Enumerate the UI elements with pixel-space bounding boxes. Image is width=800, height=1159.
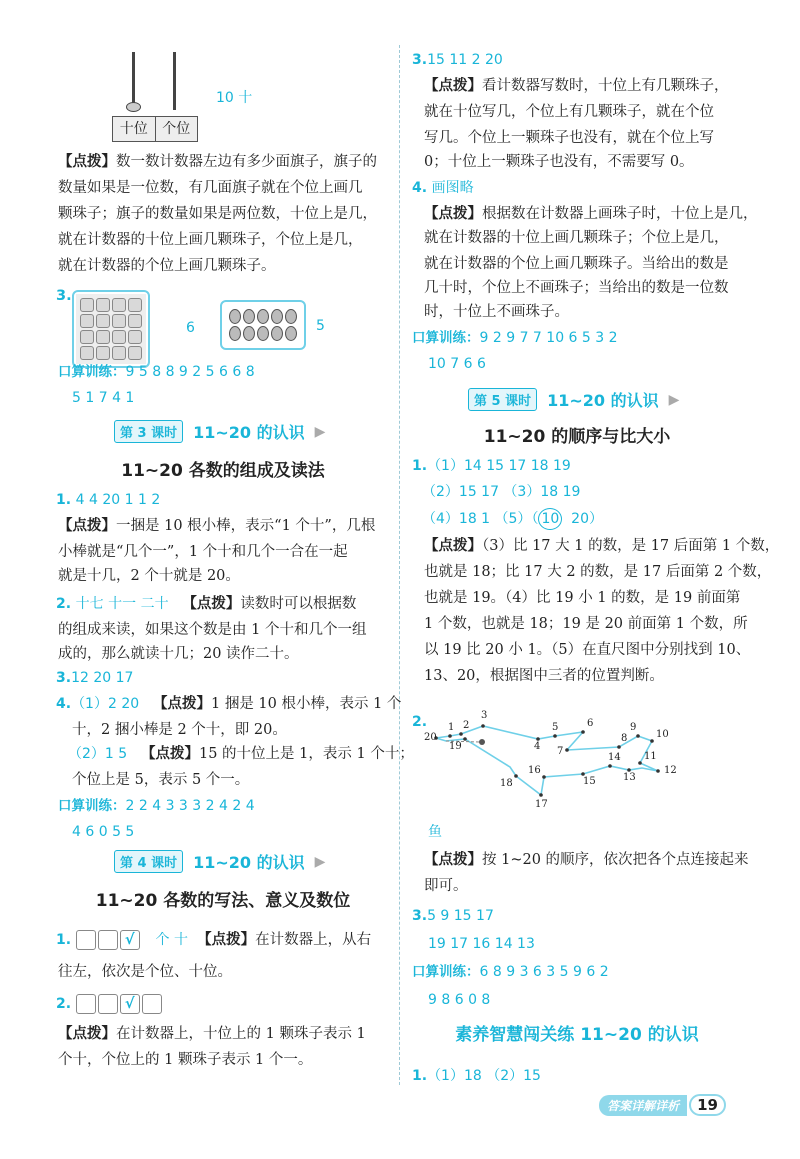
fish-dot-label-7: 7 xyxy=(557,746,564,757)
fish-dot-label-16: 16 xyxy=(528,765,541,776)
r-q3-tip-0: 【点拨】看计数器写数时，十位上有几颗珠子， xyxy=(424,77,729,94)
lesson-3-banner xyxy=(114,420,325,443)
s3-q1-tip-1: 小棒就是“几个一”，1 个十和几个一合在一起 xyxy=(58,544,348,560)
fish-dot-5 xyxy=(553,734,557,738)
oral-practice-1-line2: 5 1 7 4 1 xyxy=(72,390,135,406)
fish-dot-label-13: 13 xyxy=(623,772,636,783)
lesson-3-title: 11~20 的认识 xyxy=(193,423,305,442)
fish-dot-label-5: 5 xyxy=(552,722,559,733)
fish-dot-3 xyxy=(481,724,485,728)
column-divider xyxy=(399,45,400,1085)
page-footer xyxy=(599,1094,726,1116)
abacus-answer: 10 十 xyxy=(216,90,253,106)
fish-dot-11 xyxy=(638,761,642,765)
s5-q1-l3: （4）18 1 （5）（ 10 20） xyxy=(422,508,603,530)
oral-practice-4-line2: 9 8 6 0 8 xyxy=(428,992,491,1008)
lesson-4-banner xyxy=(114,850,325,873)
s5-q1-tip-1: 也就是 18；比 17 大 2 的数，是 17 后面第 2 个数， xyxy=(424,564,772,580)
fish-dot-label-15: 15 xyxy=(583,776,596,787)
cakes-group xyxy=(72,290,150,368)
s3-q2: 2. 十七 十一 二十 【点拨】读数时可以根据数 xyxy=(56,595,357,612)
lesson-5-title: 11~20 的认识 xyxy=(547,391,659,410)
ones-label: 个位 xyxy=(162,121,191,137)
r-q3-tip-2: 写几。个位上一颗珠子也没有，就在个位上写 xyxy=(424,130,714,146)
oral-practice-4: 口算训练：6 8 9 3 6 3 5 9 6 2 xyxy=(412,964,609,980)
r-q4-tip-1: 就在计数器的十位上画几颗珠子；个位上是几， xyxy=(424,230,729,246)
tip1-line-4: 就在计数器的个位上画几颗珠子。 xyxy=(58,258,276,274)
fish-dot-label-8: 8 xyxy=(621,733,628,744)
play-arrow-icon: ▶ xyxy=(668,391,680,408)
s3-q1-tip-2: 就是十几，2 个十就是 20。 xyxy=(58,568,240,584)
fish-dot-label-14: 14 xyxy=(608,752,621,763)
fish-dot-label-10: 10 xyxy=(656,729,669,740)
s5-q2-tip-1: 即可。 xyxy=(424,878,468,894)
fish-dot-label-3: 3 xyxy=(481,710,488,721)
fish-dot-14 xyxy=(608,764,612,768)
fish-dots xyxy=(424,710,677,810)
lesson-3-badge: 第 3 课时 xyxy=(114,420,183,443)
s4-q2-tip2: 个十，个位上的 1 颗珠子表示 1 个一。 xyxy=(58,1052,313,1068)
oral-practice-1: 口算训练：9 5 8 8 9 2 5 6 6 8 xyxy=(58,364,255,380)
fish-dot-10 xyxy=(650,739,654,743)
r-q3-tip-1: 就在十位写几，个位上有几颗珠子，就在个位 xyxy=(424,104,714,120)
r-q4: 4. 画图略 xyxy=(412,180,474,196)
s5-q2-tip-0: 【点拨】按 1~20 的顺序，依次把各个点连接起来 xyxy=(424,851,749,868)
s4-q2-tip: 【点拨】在计数器上，十位上的 1 颗珠子表示 1 xyxy=(58,1025,366,1042)
r-q3: 3.15 11 2 20 xyxy=(412,52,503,68)
fish-dot-7 xyxy=(565,748,569,752)
tip1-line-1: 数量如果是一位数，有几面旗子就在个位上画几 xyxy=(58,180,363,196)
s4-q1-tip2: 往左，依次是个位、十位。 xyxy=(58,964,232,980)
tip1-line-2: 颗珠子；旗子的数量如果是两位数，十位上是几， xyxy=(58,206,377,222)
circled-ten: 10 xyxy=(538,508,562,530)
s3-q4-p1: 4.（1）2 20 【点拨】1 捆是 10 根小棒，表示 1 个 xyxy=(56,695,402,712)
fish-dot-label-2: 2 xyxy=(463,720,470,731)
lesson-5-badge: 第 5 课时 xyxy=(468,388,537,411)
oral-practice-2-line2: 4 6 0 5 5 xyxy=(72,824,135,840)
s3-q4-p1-tip2: 十，2 捆小棒是 2 个十，即 20。 xyxy=(72,722,287,738)
s5-q2-answer: 鱼 xyxy=(428,824,442,840)
tip1-line-0: 【点拨】数一数计数器左边有多少面旗子，旗子的 xyxy=(58,153,377,170)
s4-q1: 1. √ 个 十 【点拨】在计数器上，从右 xyxy=(56,931,372,948)
s5-q3-l1: 3.5 9 15 17 xyxy=(412,908,494,924)
play-arrow-icon: ▶ xyxy=(314,853,326,870)
fish-dot-label-4: 4 xyxy=(534,741,541,752)
s5-q1-l2: （2）15 17 （3）18 19 xyxy=(422,484,581,500)
section-5-heading: 11~20 的顺序与比大小 xyxy=(483,427,671,447)
s3-q2-tip-1: 成的，那么就读十几；20 读作二十。 xyxy=(58,646,299,662)
s5-q3-l2: 19 17 16 14 13 xyxy=(428,936,535,952)
s3-q3: 3.12 20 17 xyxy=(56,670,134,686)
page-number: 19 xyxy=(689,1094,726,1116)
s3-q1-tip-0: 【点拨】一捆是 10 根小棒，表示“1 个十”，几根 xyxy=(58,517,376,534)
s5-q1-tip-4: 以 19 比 20 小 1。（5）在直尺图中分别找到 10、 xyxy=(424,642,751,658)
fish-eye xyxy=(479,739,485,745)
tens-label: 十位 xyxy=(113,117,156,141)
s5-q2-number: 2. xyxy=(412,714,428,730)
fish-dot-label-9: 9 xyxy=(630,722,637,733)
s3-q4-p2-tip2: 个位上是 5，表示 5 个一。 xyxy=(72,772,250,788)
s5-q1-tip-5: 13、20，根据图中三者的位置判断。 xyxy=(424,668,664,684)
s5-q1-tip-2: 也就是 19。（4）比 19 小 1 的数，是 19 前面第 xyxy=(424,590,741,606)
play-arrow-icon: ▶ xyxy=(314,423,326,440)
fish-dot-diagram xyxy=(426,712,716,822)
fish-dot-label-19: 19 xyxy=(449,741,462,752)
abacus-figure xyxy=(112,52,202,142)
s5-q1-tip-0: 【点拨】（3）比 17 大 1 的数，是 17 后面第 1 个数， xyxy=(424,537,780,554)
s5-q1-l1: 1.（1）14 15 17 18 19 xyxy=(412,458,571,474)
lesson-5-banner xyxy=(468,388,679,411)
q3-value-2: 5 xyxy=(316,318,325,334)
oral-practice-3-line2: 10 7 6 6 xyxy=(428,356,486,372)
q3-number: 3. xyxy=(56,288,72,304)
fish-dot-label-11: 11 xyxy=(644,751,657,762)
r-q4-tip-3: 几十时，个位上不画珠子；当给出的数是一位数 xyxy=(424,280,729,296)
fish-dot-12 xyxy=(656,769,660,773)
fish-dot-label-1: 1 xyxy=(448,722,455,733)
abacus-bead xyxy=(126,102,141,112)
fish-dot-label-17: 17 xyxy=(535,799,548,810)
fish-dot-label-12: 12 xyxy=(664,765,677,776)
s3-q1: 1. 4 4 20 1 1 2 xyxy=(56,492,161,508)
fish-dot-19 xyxy=(463,737,467,741)
s4-q2: 2. √ xyxy=(56,994,164,1014)
fish-dot-2 xyxy=(459,732,463,736)
abacus-base xyxy=(112,116,198,142)
oral-practice-3: 口算训练：9 2 9 7 7 10 6 5 3 2 xyxy=(412,330,618,346)
fish-dot-9 xyxy=(636,734,640,738)
fish-dot-label-18: 18 xyxy=(500,778,513,789)
s3-q4-p2: （2）1 5 【点拨】15 的十位上是 1，表示 1 个十； xyxy=(68,745,414,762)
tip1-line-3: 就在计数器的十位上画几颗珠子，个位上是几， xyxy=(58,232,363,248)
section-3-heading: 11~20 各数的组成及读法 xyxy=(121,461,325,481)
final-practice-heading: 素养智慧闯关练 11~20 的认识 xyxy=(455,1025,699,1045)
r-q3-tip-3: 0；十位上一颗珠子也没有，不需要写 0。 xyxy=(424,154,694,170)
r-q4-tip-2: 就在计数器的个位上画几颗珠子。当给出的数是 xyxy=(424,256,729,272)
r-q4-tip-0: 【点拨】根据数在计数器上画珠子时，十位上是几， xyxy=(424,205,758,222)
q3-value-1: 6 xyxy=(186,320,195,336)
fish-dot-16 xyxy=(542,775,546,779)
fish-dot-8 xyxy=(617,745,621,749)
fq1: 1.（1）18 （2）15 xyxy=(412,1068,541,1084)
lesson-4-badge: 第 4 课时 xyxy=(114,850,183,873)
s5-q1-tip-3: 1 个数，也就是 18；19 是 20 前面第 1 个数，所 xyxy=(424,616,748,632)
fish-dot-6 xyxy=(581,730,585,734)
oral-practice-2: 口算训练：2 2 4 3 3 3 2 4 2 4 xyxy=(58,798,255,814)
footer-label: 答案详解详析 xyxy=(599,1095,687,1116)
fish-dot-18 xyxy=(514,774,518,778)
s3-q2-tip-0: 的组成来读，如果这个数是由 1 个十和几个一组 xyxy=(58,622,367,638)
lesson-4-title: 11~20 的认识 xyxy=(193,853,305,872)
fish-dot-17 xyxy=(539,793,543,797)
fish-dot-label-6: 6 xyxy=(587,718,594,729)
fish-dot-label-20: 20 xyxy=(424,732,437,743)
fish-dot-1 xyxy=(448,734,452,738)
berries-group xyxy=(220,300,306,350)
r-q4-tip-4: 时，十位上不画珠子。 xyxy=(424,304,569,320)
section-4-heading: 11~20 各数的写法、意义及数位 xyxy=(95,891,351,911)
